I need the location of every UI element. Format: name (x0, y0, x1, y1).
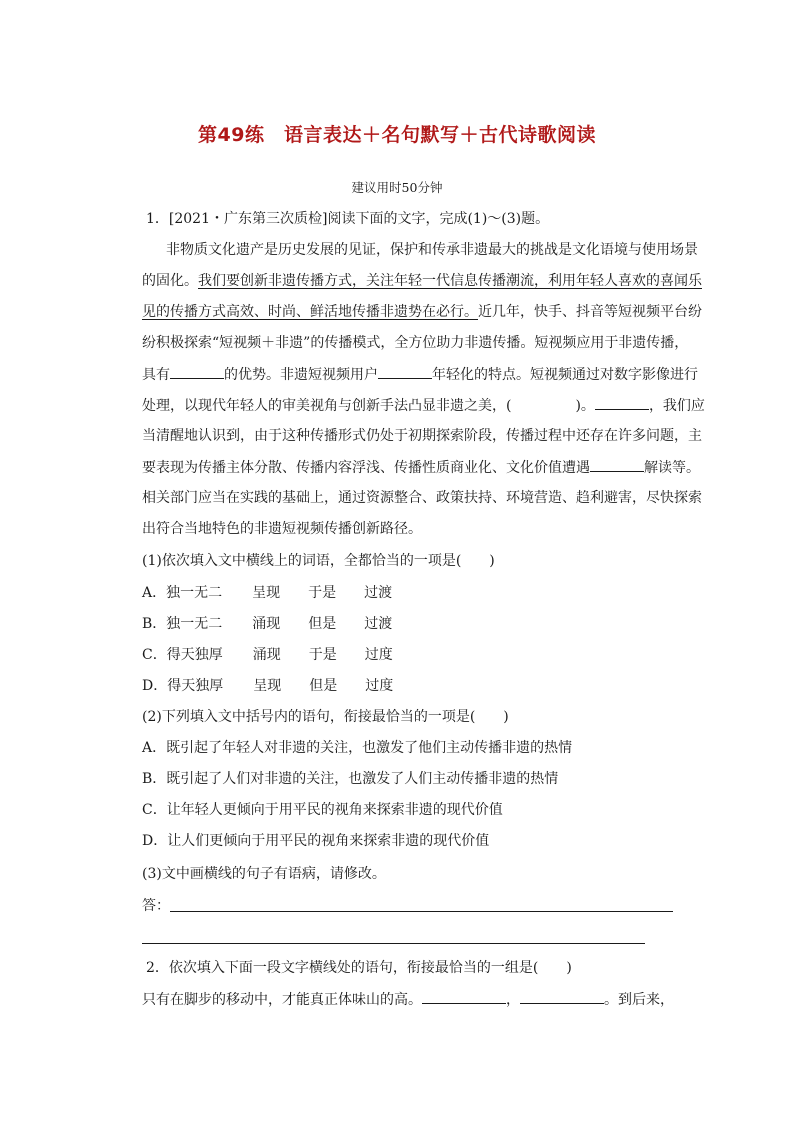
option-a[interactable]: A．既引起了年轻人对非遗的关注，也激发了他们主动传播非遗的热情 (142, 740, 573, 756)
option-label: B． (142, 616, 167, 632)
question-2-stem: 2．依次填入下面一段文字横线处的语句，衔接最恰当的一组是( ) (146, 960, 572, 976)
passage-text: 解读等。 (644, 460, 700, 476)
option-word: 于是 (308, 647, 337, 663)
fill-blank-1[interactable] (170, 364, 224, 379)
option-label: C． (142, 647, 167, 663)
option-word: 独一无二 (166, 585, 223, 601)
time-suggestion: 建议用时50分钟 (351, 180, 443, 195)
option-word: 但是 (308, 616, 337, 632)
passage-line (142, 302, 702, 322)
passage-line (142, 364, 698, 385)
option-word: 呈现 (252, 585, 281, 601)
passage-line: 纷积极探索“短视频＋非遗”的传播模式，全方位助力非遗传播。短视频应用于非遗传播， (142, 335, 689, 351)
sub-question-3-stem: (3)文中画横线的句子有语病，请修改。 (142, 866, 386, 882)
passage-text: ，我们应 (648, 398, 705, 414)
answer-line[interactable] (142, 943, 645, 944)
question-2-passage (142, 989, 674, 1010)
passage-text: ， (506, 992, 520, 1008)
passage-line (142, 271, 702, 291)
passage-text: 只有在脚步的移动中，才能真正体味山的高。 (142, 992, 422, 1008)
passage-text: 处理，以现代年轻人的审美视角与创新手法凸显非遗之美，( (142, 398, 512, 414)
passage-text: 年轻化的特点。短视频通过对数字影像进行 (432, 367, 698, 383)
passage-line: 非物质文化遗产是历史发展的见证，保护和传承非遗最大的挑战是文化语境与使用场景 (166, 242, 698, 258)
option-word: 过渡 (364, 616, 393, 632)
answer-label: 答： (142, 898, 170, 914)
passage-text: 的优势。非遗短视频用户 (224, 367, 378, 383)
option-label: D． (142, 678, 168, 694)
option-word: 得天独厚 (166, 647, 223, 663)
option-word: 呈现 (253, 678, 282, 694)
option-word: 得天独厚 (167, 678, 224, 694)
answer-line[interactable] (170, 911, 673, 912)
option-d[interactable] (142, 676, 393, 696)
passage-text: 具有 (142, 367, 170, 383)
option-word: 过度 (365, 678, 394, 694)
option-word: 但是 (309, 678, 338, 694)
option-b[interactable]: B．既引起了人们对非遗的关注，也激发了人们主动传播非遗的热情 (142, 771, 559, 787)
passage-line (142, 395, 705, 416)
underlined-sentence: 我们要创新非遗传播方式，关注年轻一代信息传播潮流，利用年轻人喜欢的喜闻乐 (198, 273, 702, 289)
fill-blank-q2-2[interactable] (520, 989, 604, 1004)
page-title: 第49练 语言表达＋名句默写＋古代诗歌阅读 (198, 124, 596, 146)
passage-line: 相关部门应当在实践的基础上，通过资源整合、政策扶持、环境营造、趋利避害，尽快探索 (142, 490, 702, 506)
passage-text: 。到后来， (604, 992, 674, 1008)
fill-blank-3[interactable] (595, 395, 649, 410)
passage-text: 要表现为传播主体分散、传播内容浮浅、传播性质商业化、文化价值遭遇 (142, 460, 590, 476)
option-c[interactable]: C．让年轻人更倾向于用平民的视角来探索非遗的现代价值 (142, 802, 503, 818)
passage-text: 近几年，快手、抖音等短视频平台纷 (478, 304, 702, 320)
fill-blank-q2-1[interactable] (422, 989, 506, 1004)
option-a[interactable] (142, 583, 392, 603)
question-1-stem: 1．[2021・广东第三次质检]阅读下面的文字，完成(1)～(3)题。 (146, 211, 550, 227)
option-word: 过渡 (364, 585, 393, 601)
passage-text: )。 (575, 398, 595, 414)
sub-question-2-stem: (2)下列填入文中括号内的语句，衔接最恰当的一项是( ) (142, 709, 509, 725)
option-word: 过度 (364, 647, 393, 663)
option-word: 独一无二 (166, 616, 223, 632)
option-label: A． (142, 585, 167, 601)
passage-text: 的固化。 (142, 273, 198, 289)
option-c[interactable] (142, 645, 393, 665)
option-d[interactable]: D．让人们更倾向于用平民的视角来探索非遗的现代价值 (142, 833, 490, 849)
passage-line (142, 457, 700, 478)
option-word: 涌现 (252, 616, 281, 632)
fill-blank-4[interactable] (590, 457, 644, 472)
option-b[interactable] (142, 614, 392, 634)
fill-blank-2[interactable] (378, 364, 432, 379)
sub-question-1-stem: (1)依次填入文中横线上的词语，全都恰当的一项是( ) (142, 553, 495, 569)
passage-line: 当清醒地认识到，由于这种传播形式仍处于初期探索阶段，传播过程中还存在许多问题，主 (142, 428, 702, 444)
option-word: 涌现 (252, 647, 281, 663)
underlined-sentence: 见的传播方式高效、时尚、鲜活地传播非遗势在必行。 (142, 304, 478, 320)
passage-line: 出符合当地特色的非遗短视频传播创新路径。 (142, 521, 422, 537)
option-word: 于是 (308, 585, 337, 601)
